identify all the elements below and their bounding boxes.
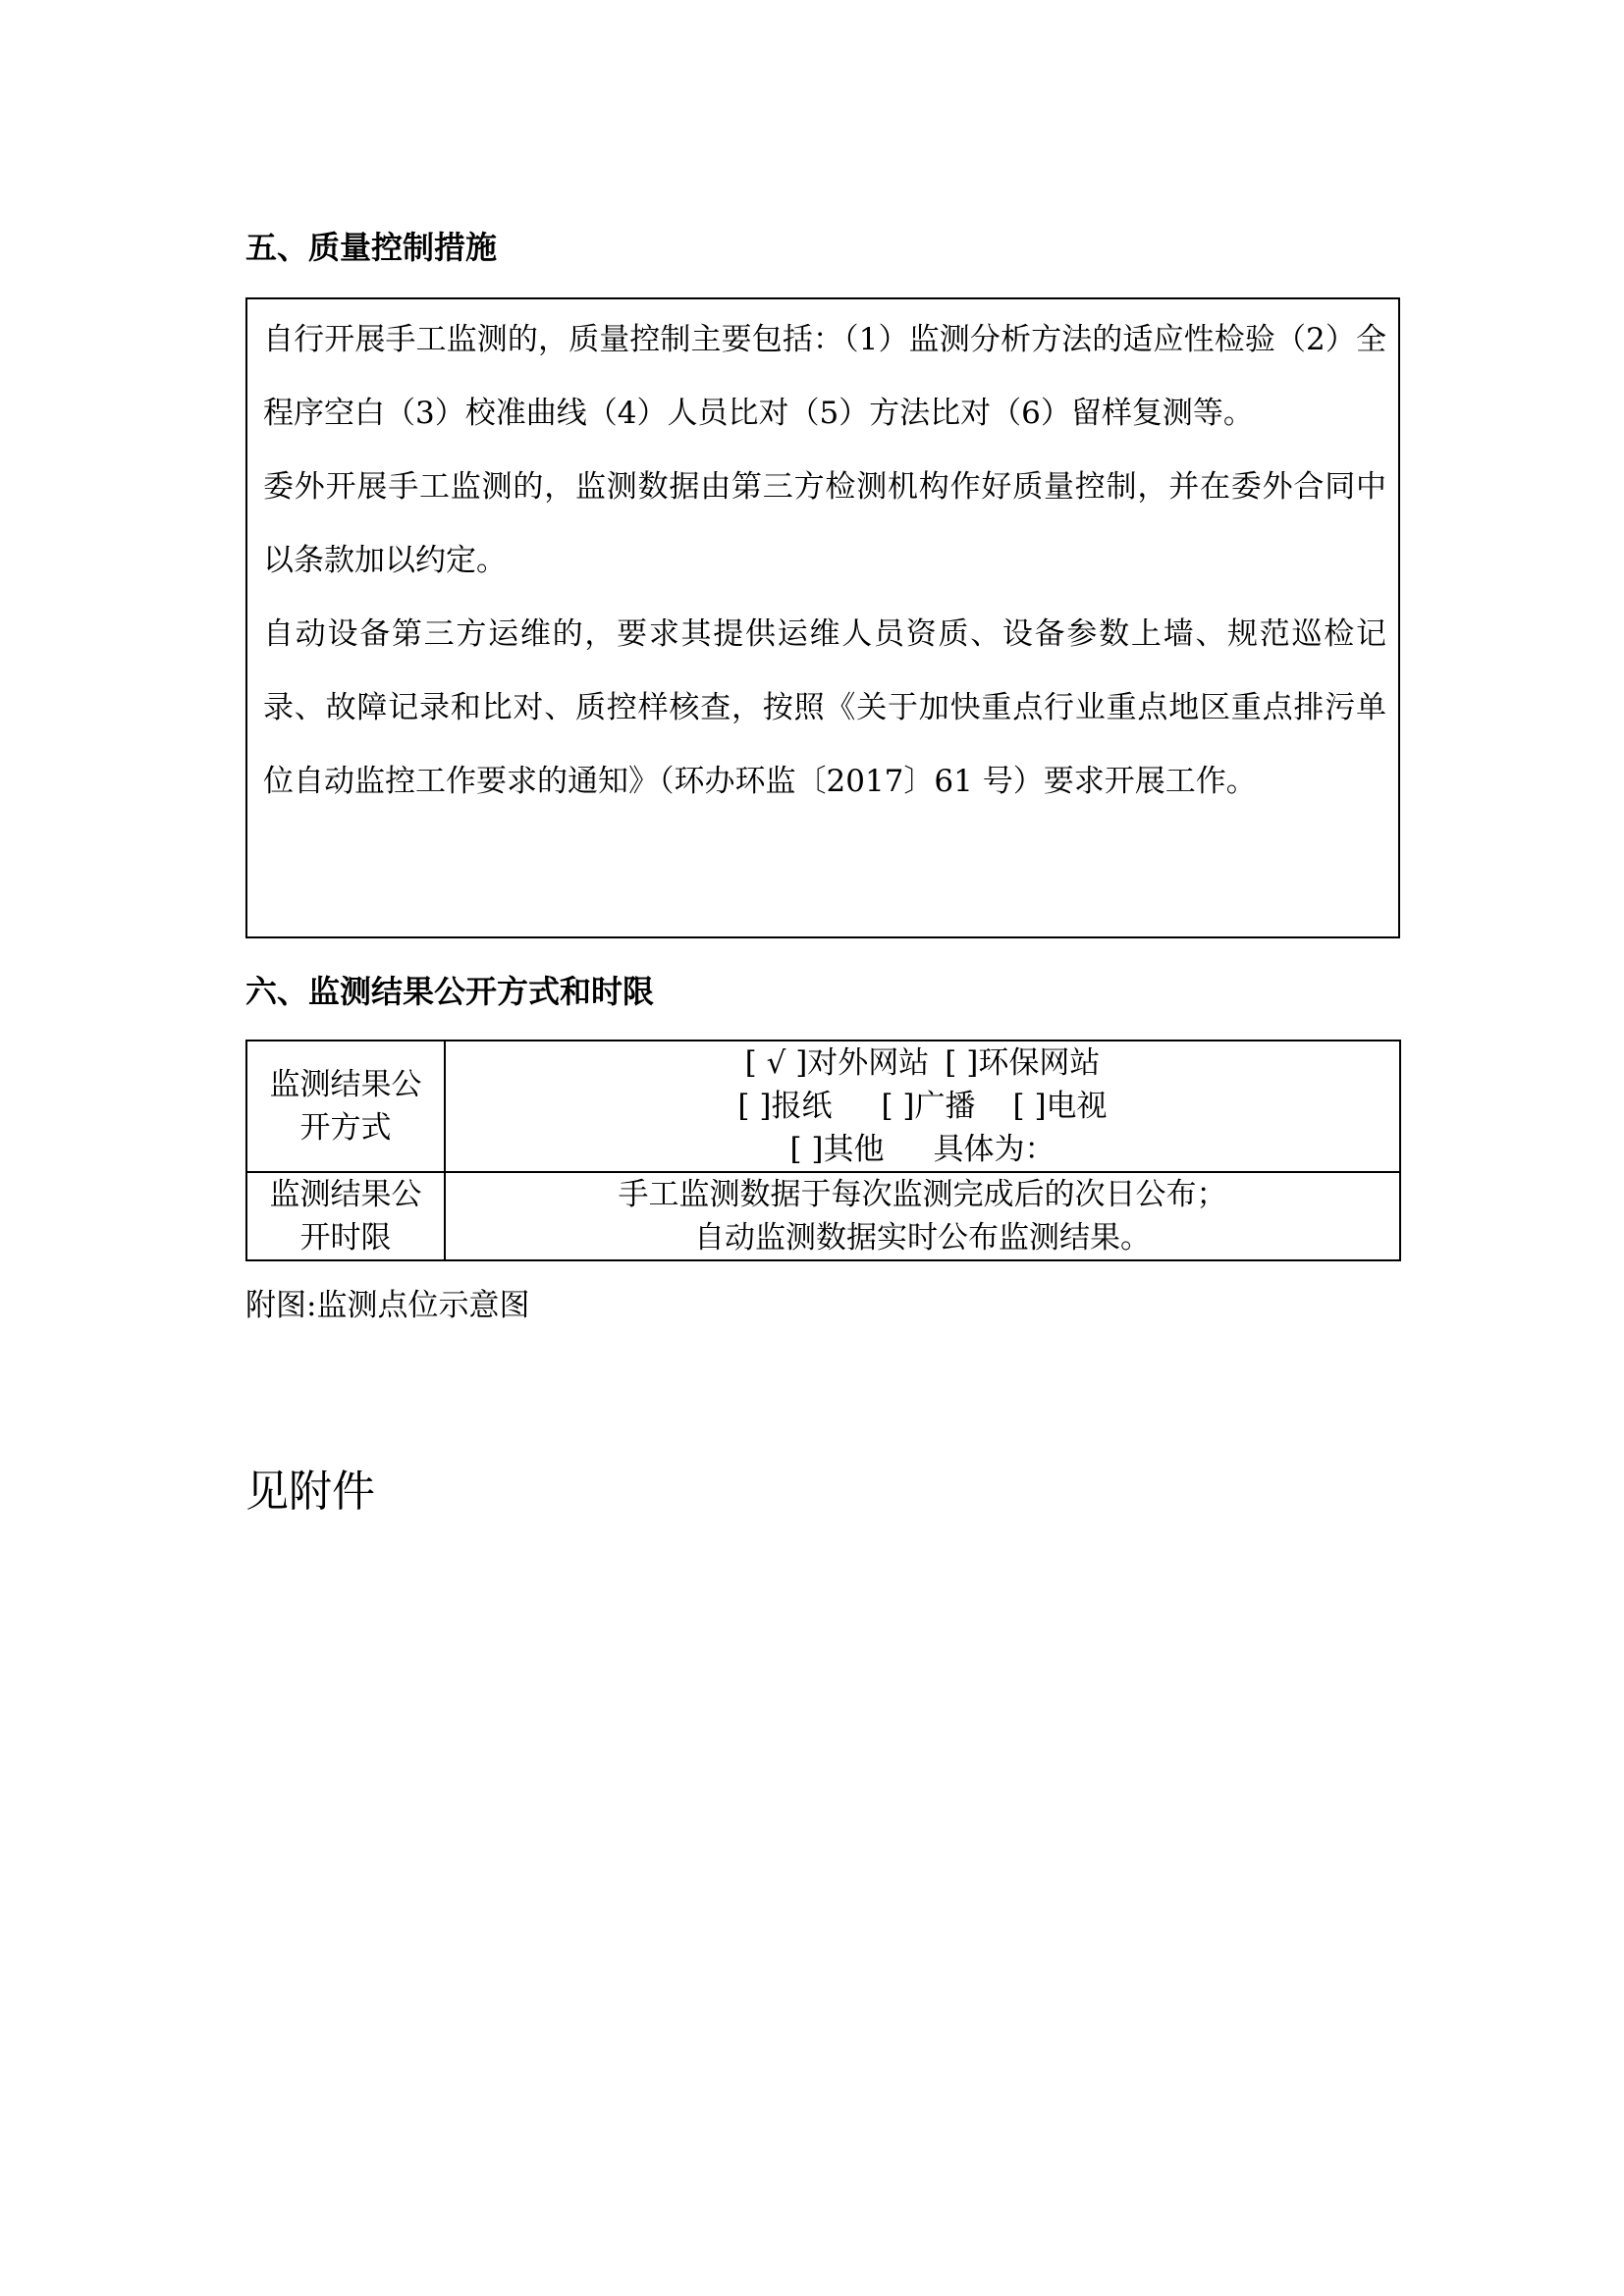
appendix-caption: 附图:监测点位示意图 (245, 1288, 530, 1323)
option-broadcast: [ ]广播 (881, 1089, 976, 1124)
option-other: [ ]其他 (789, 1132, 885, 1167)
see-attachment-note: 见附件 (245, 1467, 375, 1517)
disclosure-table (245, 1040, 1401, 1261)
option-television: [ ]电视 (1012, 1089, 1108, 1124)
disclosure-timing-label: 监测结果公 开时限 (246, 1172, 445, 1260)
table-row (246, 1041, 1400, 1172)
qc-paragraph-outsourced: 委外开展手工监测的，监测数据由第三方检测机构作好质量控制，并在委外合同中以条款加以约定。 (263, 469, 1386, 578)
quality-control-box (245, 297, 1400, 938)
disclosure-method-label: 监测结果公 开方式 (246, 1041, 445, 1172)
qc-paragraph-manual: 自行开展手工监测的，质量控制主要包括：（1）监测分析方法的适应性检验（2）全程序空白（3）校准曲线（4）人员比对（5）方法比对（6）留样复测等。 (263, 322, 1386, 431)
section6-heading: 六、监测结果公开方式和时限 (245, 973, 655, 1010)
option-external-website: [ √ ]对外网站 (744, 1045, 930, 1081)
option-env-website: [ ]环保网站 (945, 1045, 1101, 1081)
option-newspaper: [ ]报纸 (737, 1089, 833, 1124)
section5-heading: 五、质量控制措施 (245, 229, 498, 266)
qc-paragraph-automatic: 自动设备第三方运维的，要求其提供运维人员资质、设备参数上墙、规范巡检记录、故障记录和比对、质控样核查，按照《关于加快重点行业重点地区重点排污单位自动监控工作要求的通知》（环办环监〔2017〕61 号）要求开展工作。 (263, 616, 1386, 799)
disclosure-timing-text: 手工监测数据于每次监测完成后的次日公布； 自动监测数据实时公布监测结果。 (445, 1172, 1400, 1260)
table-row (246, 1172, 1400, 1260)
option-details-label: 具体为： (933, 1132, 1056, 1167)
disclosure-method-options (445, 1041, 1400, 1172)
